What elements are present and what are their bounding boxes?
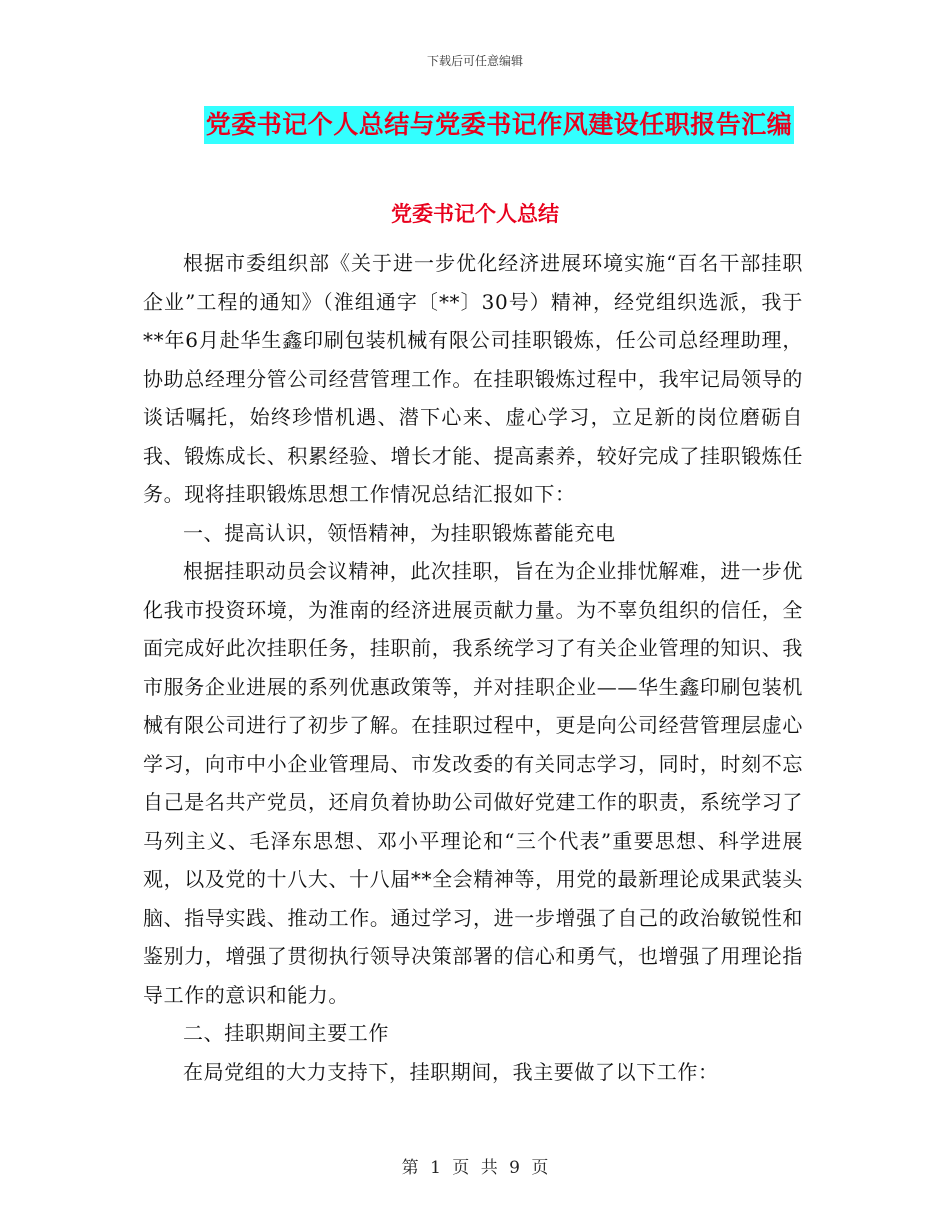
paragraph-part-two: 在局党组的大力支持下，挂职期间，我主要做了以下工作： <box>183 1059 719 1084</box>
section-title: 党委书记个人总结 <box>391 201 559 226</box>
page-footer: 第 1 页 共 9 页 <box>401 1158 549 1178</box>
main-title-text: 党委书记个人总结与党委书记作风建设任职报告汇编 <box>204 106 795 144</box>
paragraph-intro: 根据市委组织部《关于进一步优化经济进展环境实施“百名干部挂职企业”工程的通知》（淮组通字〔**〕30号）精神，经党组织选派，我于**年6月赴华生鑫印刷包装机械有限公司挂职锻炼，任公司总经理助理，协助总经理分管公司经营管理工作。在挂职锻炼过程中，我牢记局领导的谈话嘱托，始终珍惜机遇、潜下心来、虚心学习，立足新的岗位磨砺自我、锻炼成长、积累经验、增长才能、提高素养，较好完成了挂职锻炼任务。现将挂职锻炼思想工作情况总结汇报如下： <box>143 251 803 506</box>
document-body <box>143 244 803 1091</box>
document-main-title <box>194 106 804 144</box>
heading-part-one: 一、提高认识，领悟精神，为挂职锻炼蓄能充电 <box>183 520 616 545</box>
heading-part-two: 二、挂职期间主要工作 <box>183 1021 389 1045</box>
paragraph-part-one: 根据挂职动员会议精神，此次挂职，旨在为企业排忧解难，进一步优化我市投资环境，为淮南的经济进展贡献力量。为不辜负组织的信任，全面完成好此次挂职任务，挂职前，我系统学习了有关企业管理的知识、我市服务企业进展的系列优惠政策等，并对挂职企业——华生鑫印刷包装机械有限公司进行了初步了解。在挂职过程中，更是向公司经营管理层虚心学习，向市中小企业管理局、市发改委的有关同志学习，同时，时刻不忘自己是名共产党员，还肩负着协助公司做好党建工作的职责，系统学习了马列主义、毛泽东思想、邓小平理论和“三个代表”重要思想、科学进展观，以及党的十八大、十八届**全会精神等，用党的最新理论成果武装头脑、指导实践、推动工作。通过学习，进一步增强了自己的政治敏锐性和鉴别力，增强了贯彻执行领导决策部署的信心和勇气，也增强了用理论指导工作的意识和能力。 <box>143 559 803 1007</box>
header-note: 下载后可任意编辑 <box>426 54 523 68</box>
